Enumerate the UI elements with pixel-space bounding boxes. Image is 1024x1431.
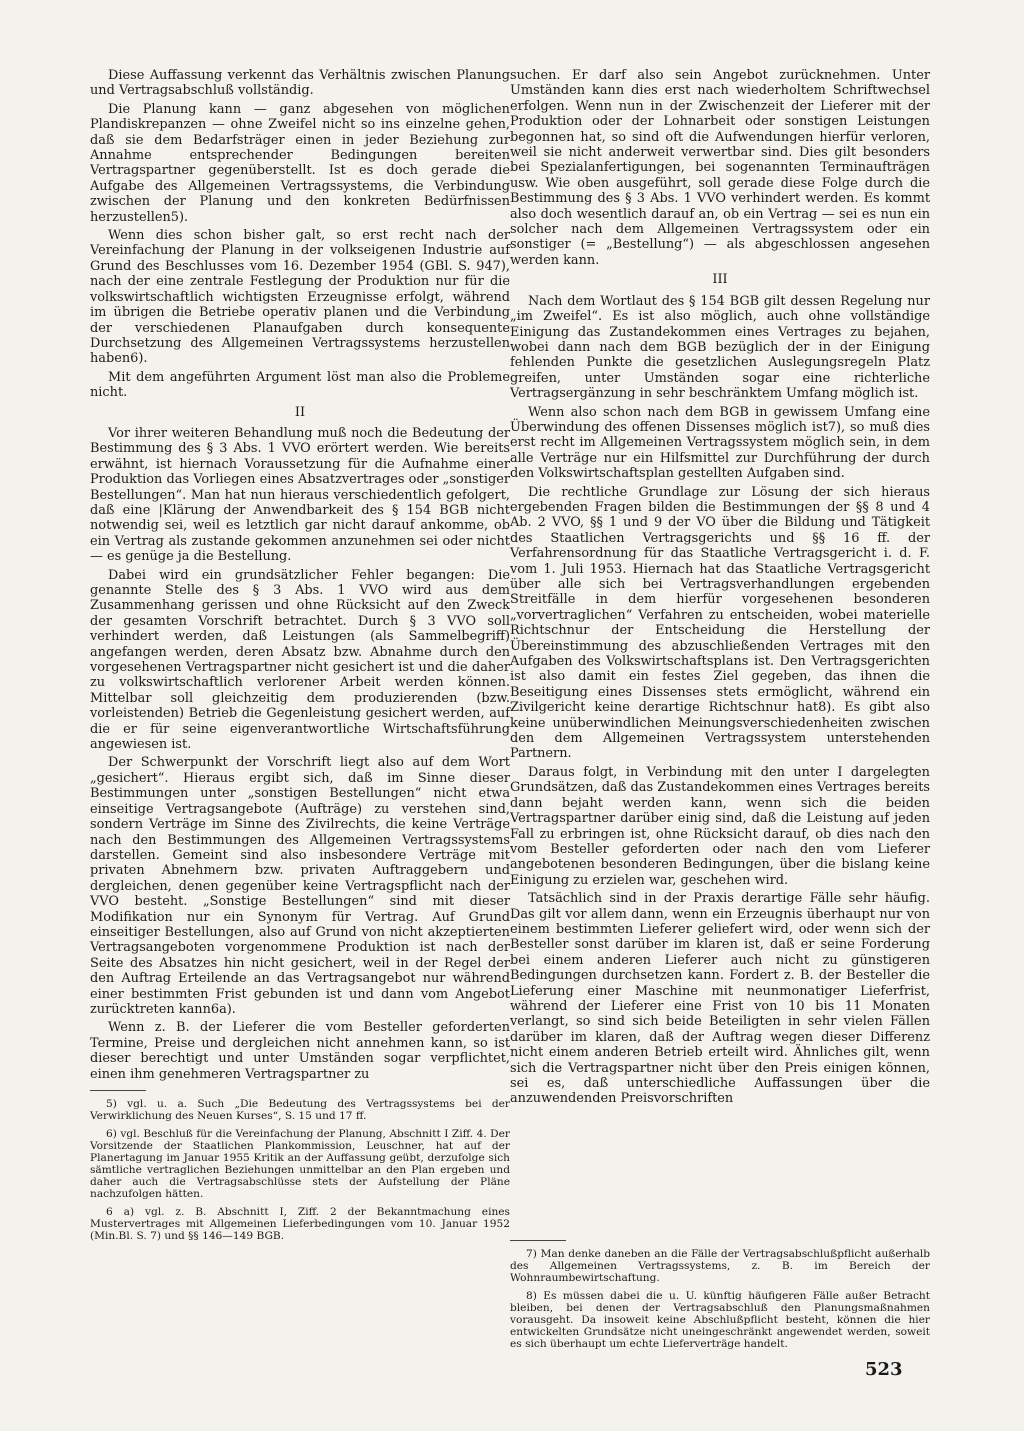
paragraph: Tatsächlich sind in der Praxis derartige Fälle sehr häufig. Das gilt vor allem dann, wenn ein Erzeugnis überhaupt nur von einem bestimmten Lieferer geliefert wird, oder wenn sich der Besteller sonst darüber im klaren ist, daß er seine Forderung bei einem anderen Lieferer auch nicht zu günstigeren Bedingungen durchsetzen kann. Fordert z. B. der Besteller die Lieferung einer Maschine mit neunmonatiger Lieferfrist, während der Lieferer eine Frist von 10 bis 11 Monaten verlangt, so sind sich beide Beteiligten in sehr vielen Fällen darüber im klaren, daß der Auftrag wegen dieser Differenz nicht einem anderen Betrieb erteilt wird. Ähnliches gilt, wenn sich die Vertragspartner nicht über den Preis einigen können, sei es, daß unterschiedliche Auffassungen über die anzuwendenden Preisvorschriften [510, 891, 930, 1107]
footnote: 6) vgl. Beschluß für die Vereinfachung der Planung, Abschnitt I Ziff. 4. Der Vorsitzende der Staatlichen Plankommission, Leuschner, hat auf der Planertagung im Januar 1955 Kritik an der Auffassung geübt, derzufolge sich sämtliche vertraglichen Beziehungen unmittelbar an den Plan ergeben und daher auch die Vertragsabschlüsse stets der Aufstellung der Pläne nachzufolgen hätten. [90, 1128, 510, 1200]
paragraph: Wenn also schon nach dem BGB in gewissem Umfang eine Überwindung des offenen Dissenses möglich ist7), so muß dies erst recht im Allgemeinen Vertragssystem möglich sein, in dem alle Verträge nur ein Hilfsmittel zur Durchführung der durch den Volkswirtschaftsplan gestellten Aufgaben sind. [510, 404, 930, 482]
footnote: 7) Man denke daneben an die Fälle der Vertragsabschlußpflicht außerhalb des Allgemeinen Vertragssystems, z. B. im Bereich der Wohnraumbewirtschaftung. [510, 1248, 930, 1284]
left-column [90, 68, 510, 1248]
paragraph: Der Schwerpunkt der Vorschrift liegt also auf dem Wort „gesichert“. Hieraus ergibt sich, daß im Sinne dieser Bestimmungen unter „sonstigen Bestellungen“ nicht etwa einseitige Vertragsangebote (Aufträge) zu verstehen sind, sondern Verträge im Sinne des Zivilrechts, die keine Verträge nach den Bestimmungen des Allgemeinen Vertragssystems darstellen. Gemeint sind also insbesondere Verträge mit privaten Abnehmern bzw. privaten Auftraggebern und dergleichen, denen gegenüber keine Vertragspflicht nach der VVO besteht. „Sonstige Bestellungen“ sind mit dieser Modifikation nur ein Synonym für Vertrag. Auf Grund einseitiger Bestellungen, also auf Grund von nicht akzeptierten Vertragsangeboten vorgenommene Produktion ist nach der Seite des Absatzes hin nicht gesichert, weil in der Regel der den Auftrag Erteilende an das Vertragsangebot nur während einer bestimmten Frist gebunden ist und dann vom Angebot zurücktreten kann6a). [90, 755, 510, 1017]
paragraph: Diese Auffassung verkennt das Verhältnis zwischen Planung und Vertragsabschluß vollständig. [90, 68, 510, 99]
right-column [510, 68, 930, 1110]
paragraph: Vor ihrer weiteren Behandlung muß noch die Bedeutung der Bestimmung des § 3 Abs. 1 VVO erörtert werden. Wie bereits erwähnt, ist hiernach Voraussetzung für die Aufnahme einer Produktion das Vorliegen eines Absatzvertrages oder „sonstiger Bestellungen“. Man hat nun hieraus verschiedentlich gefolgert, daß eine |Klärung der Anwendbarkeit des § 154 BGB nicht notwendig sei, weil es letztlich gar nicht darauf ankomme, ob ein Vertrag als zustande gekommen anzunehmen sei oder nicht — es genüge ja die Bestellung. [90, 425, 510, 565]
paragraph: Nach dem Wortlaut des § 154 BGB gilt dessen Regelung nur „im Zweifel“. Es ist also möglich, auch ohne vollständige Einigung das Zustandekommen eines Vertrages zu bejahen, wobei dann nach dem BGB bezüglich der in der Einigung fehlenden Punkte die gesetzlichen Auslegungsregeln Platz greifen, unter Umständen sogar eine richterliche Vertragsergänzung in sehr beschränktem Umfang möglich ist. [510, 293, 930, 402]
left-paragraphs-b [90, 426, 510, 1082]
section-heading-ii: II [294, 404, 306, 420]
paragraph: Daraus folgt, in Verbindung mit den unter I dargelegten Grundsätzen, daß das Zustandekommen eines Vertrages bereits dann bejaht werden kann, wenn sich die beiden Vertragspartner darüber einig sind, daß die Leistung auf jeden Fall zu erbringen ist, ohne Rücksicht darauf, ob dies nach den vom Besteller geforderten oder nach den vom Lieferer angebotenen besonderen Bedingungen, über die bislang keine Einigung zu erzielen war, geschehen wird. [510, 764, 930, 888]
footnote: 5) vgl. u. a. Such „Die Bedeutung des Vertragssystems bei der Verwirklichung des Neuen Kurses“, S. 15 und 17 ff. [90, 1098, 510, 1122]
section-heading-iii: III [712, 272, 728, 288]
paragraph: Dabei wird ein grundsätzlicher Fehler begangen: Die genannte Stelle des § 3 Abs. 1 VVO wird aus dem Zusammenhang gerissen und ohne Rücksicht auf den Zweck der gesamten Vorschrift betrachtet. Durch § 3 VVO soll verhindert werden, daß Leistungen (als Sammelbegriff) angefangen werden, deren Absatz bzw. Abnahme durch den vorgesehenen Vertragspartner nicht gesichert ist und die daher zu volkswirtschaftlich verlorener Arbeit werden können. Mittelbar soll gleichzeitig dem produzierenden (bzw. vorleistenden) Betrieb die Gegenleistung gesichert werden, auf die er für seine eigenverantwortliche Wirtschaftsführung angewiesen ist. [90, 567, 510, 753]
footnote-divider [510, 1240, 566, 1241]
paragraph: Wenn dies schon bisher galt, so erst recht nach der Vereinfachung der Planung in der volkseigenen Industrie auf Grund des Beschlusses vom 16. Dezember 1954 (GBl. S. 947), nach der eine zentrale Festlegung der Produktion nur für die volkswirtschaftlich wichtigsten Erzeugnisse erfolgt, während im übrigen die Betriebe operativ planen und die Verbindung der verschiedenen Planaufgaben durch konsequente Durchsetzung des Allgemeinen Vertragssystems herzustellen haben6). [90, 228, 510, 367]
paragraph: Die rechtliche Grundlage zur Lösung der sich hieraus ergebenden Fragen bilden die Bestimmungen der §§ 8 und 4 Ab. 2 VVO, §§ 1 und 9 der VO über die Bildung und Tätigkeit des Staatlichen Vertragsgerichts und §§ 16 ff. der Verfahrensordnung für das Staatliche Vertragsgericht i. d. F. vom 1. Juli 1953. Hiernach hat das Staatliche Vertragsgericht über alle sich bei Vertragsverhandlungen ergebenden Streitfälle in dem hierfür vorgesehenen besonderen „vorvertraglichen“ Verfahren zu entscheiden, wobei materielle Richtschnur der Entscheidung die Herstellung der Übereinstimmung des abzuschließenden Vertrages mit den Aufgaben des Volkswirtschaftsplans ist. Den Vertragsgerichten ist also damit ein festes Ziel gegeben, das ihnen die Beseitigung eines Dissenses stets ermöglicht, während ein Zivilgericht keine derartige Richtschnur hat8). Es gibt also keine unüberwindlichen Meinungsverschiedenheiten zwischen den dem Allgemeinen Vertragssystem unterstehenden Partnern. [510, 484, 930, 762]
paragraph: suchen. Er darf also sein Angebot zurücknehmen. Unter Umständen kann dies erst nach wiederholtem Schriftwechsel erfolgen. Wenn nun in der Zwischenzeit der Lieferer mit der Produktion oder der Lohnarbeit oder sonstigen Leistungen begonnen hat, so sind oft die Aufwendungen hierfür verloren, weil sie nicht anderweit verwertbar sind. Dies gilt besonders bei Spezialanfertigungen, bei sogenannten Terminaufträgen usw. Wie oben ausgeführt, soll gerade diese Folge durch die Bestimmung des § 3 Abs. 1 VVO verhindert werden. Es kommt also doch wesentlich darauf an, ob ein Vertrag — sei es nun ein solcher nach dem Allgemeinen Vertragssystem oder ein sonstiger (= „Bestellung“) — als abgeschlossen angesehen werden kann. [510, 68, 930, 268]
footnote: 8) Es müssen dabei die u. U. künftig häufigeren Fälle außer Betracht bleiben, bei denen der Vertragsabschluß den Planungsmaßnahmen vorausgeht. Da insoweit keine Abschlußpflicht besteht, können die hier entwickelten Grundsätze nicht uneingeschränkt angewendet werden, soweit es sich überhaupt um echte Lieferverträge handelt. [510, 1290, 930, 1350]
paragraph: Die Planung kann — ganz abgesehen von möglichen Plandiskrepanzen — ohne Zweifel nicht so ins einzelne gehen, daß sie dem Bedarfsträger einen in jeder Beziehung zur Annahme entsprechender Bedingungen bereiten Vertragspartner gegenüberstellt. Ist es doch gerade die Aufgabe des Allgemeinen Vertragssystems, die Verbindung zwischen der Planung und den konkreten Bedürfnissen herzustellen5). [90, 101, 510, 225]
right-paragraphs-b [510, 294, 930, 1107]
left-paragraphs-a [90, 68, 510, 401]
footnote-divider [90, 1090, 146, 1091]
right-paragraphs-a [510, 68, 930, 268]
page-number: 523 [865, 1359, 903, 1380]
left-footnotes [90, 1098, 510, 1242]
right-footnotes [510, 1232, 930, 1356]
footnote: 6 a) vgl. z. B. Abschnitt I, Ziff. 2 der Bekanntmachung eines Mustervertrages mit Allgemeinen Lieferbedingungen vom 10. Januar 1952 (Min.Bl. S. 7) und §§ 146—149 BGB. [90, 1206, 510, 1242]
paragraph: Wenn z. B. der Lieferer die vom Besteller geforderten Termine, Preise und dergleichen nicht annehmen kann, so ist dieser berechtigt und unter Umständen sogar verpflichtet, einen ihm genehmeren Vertragspartner zu [90, 1020, 510, 1082]
paragraph: Mit dem angeführten Argument löst man also die Probleme nicht. [90, 369, 510, 401]
